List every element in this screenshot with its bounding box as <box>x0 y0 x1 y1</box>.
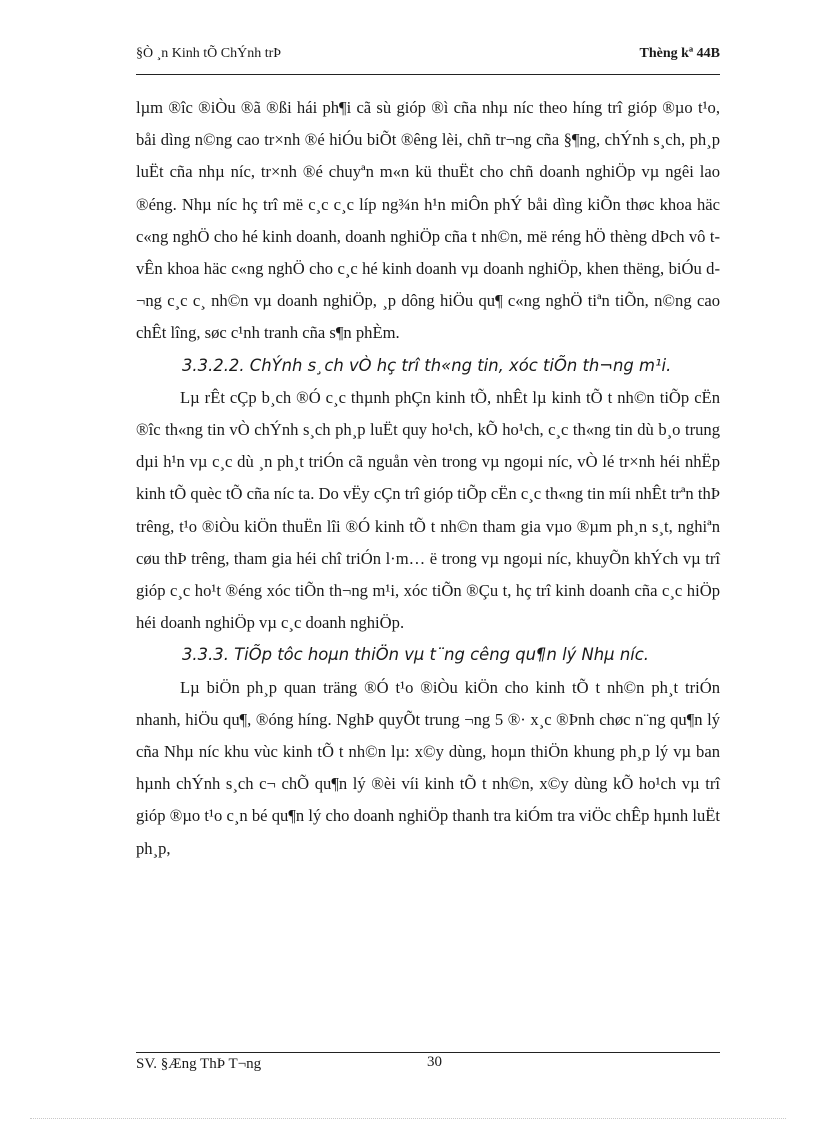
page-number: 30 <box>427 1054 442 1070</box>
body-paragraph-1: lµm ®îc ®iÒu ®ã ®ßi hái ph¶i cã sù gióp ®ì cña nhµ níc theo híng trî gióp ®µo t¹o, båi dìng n©ng cao tr×nh ®é hiÓu biÕt ®êng lèi, chñ tr¬ng cña §¶ng, chÝnh s¸ch, ph¸p luËt cña nhµ níc, tr×nh ®é chuyªn m«n kü thuËt cho chñ doanh nghiÖp vµ ngêi lao ®éng. Nhµ níc hç trî më c¸c c¸c líp ng¾n h¹n miÔn phÝ båi dìng kiÕn thøc khoa häc c«ng nghÖ cho hé kinh doanh, doanh nghiÖp cña t nh©n, më réng hÖ thèng dÞch vô t vÊn khoa häc c«ng nghÖ cho c¸c hé kinh doanh vµ doanh nghiÖp, khen thëng, biÓu d¬ng c¸c c¸ nh©n vµ doanh nghiÖp, ¸p dông hiÖu qu¶ c«ng nghÖ tiªn tiÕn, n©ng cao chÊt lîng, søc c¹nh tranh cña s¶n phÈm. <box>136 98 720 343</box>
body-paragraph-3: Lµ biÖn ph¸p quan träng ®Ó t¹o ®iÒu kiÖn cho kinh tÕ t nh©n ph¸t triÓn nhanh, hiÖu qu¶, ®óng híng. NghÞ quyÕt trung ¬ng 5 ®· x¸c ®Þnh chøc n¨ng qu¶n lý cña Nhµ níc khu vùc kinh tÕ t nh©n lµ: x©y dùng, hoµn thiÖn khung ph¸p lý vµ ban hµnh chÝnh s¸ch c¬ chÕ qu¶n lý ®èi víi kinh tÕ t nh©n, x©y dùng kÕ ho¹ch vµ trî gióp ®µo t¹o c¸n bé qu¶n lý cho doanh nghiÖp thanh tra kiÓm tra viÖc chÊp hµnh luËt ph¸p, <box>136 677 720 858</box>
footer-author: SV. §Æng ThÞ T¬ng <box>136 1056 262 1072</box>
header-title: §Ò ¸n Kinh tÕ ChÝnh trÞ <box>136 46 282 61</box>
footer-rule <box>136 1052 720 1053</box>
section-heading-3-3-3: 3.3.3. TiÕp tôc hoµn thiÖn vµ t¨ng cêng qu¶n lý Nhµ níc. <box>182 645 649 665</box>
body-paragraph-2: Lµ rÊt cÇp b¸ch ®Ó c¸c thµnh phÇn kinh tÕ, nhÊt lµ kinh tÕ t nh©n tiÕp cËn ®îc th«ng tin vÒ chÝnh s¸ch ph¸p luËt quy ho¹ch, kÕ ho¹ch, c¸c th«ng tin dù b¸o trung dµi h¹n vµ c¸c dù ¸n ph¸t triÓn cã nguån vèn trong vµ ngoµi níc, vÒ lé tr×nh héi nhËp kinh tÕ quèc tÕ cña níc ta. Do vËy cÇn trî gióp tiÕp cËn c¸c th«ng tin míi nhÊt trªn thÞ trêng, t¹o ®iÒu kiÖn thuËn lîi ®Ó kinh tÕ t nh©n tham gia vµo ®µm ph¸n s¸t, nghiªn cøu thÞ trêng, tham gia héi chî triÓn l·m… ë trong vµ ngoµi níc, khuyÕn khÝch vµ trî gióp c¸c ho¹t ®éng xóc tiÕn th¬ng m¹i, xóc tiÕn ®Çu t, hç trî kinh doanh cña c¸c hiÖp héi doanh nghiÖp vµ c¸c doanh nghiÖp. <box>136 387 720 633</box>
page-edge-dotted-line <box>30 1118 786 1119</box>
header-class: Thèng kª 44B <box>639 46 720 61</box>
header-rule <box>136 74 720 75</box>
section-heading-3-3-2-2: 3.3.2.2. ChÝnh s¸ch vÒ hç trî th«ng tin, xóc tiÕn th¬ng m¹i. <box>182 355 672 375</box>
page-body <box>136 92 720 865</box>
